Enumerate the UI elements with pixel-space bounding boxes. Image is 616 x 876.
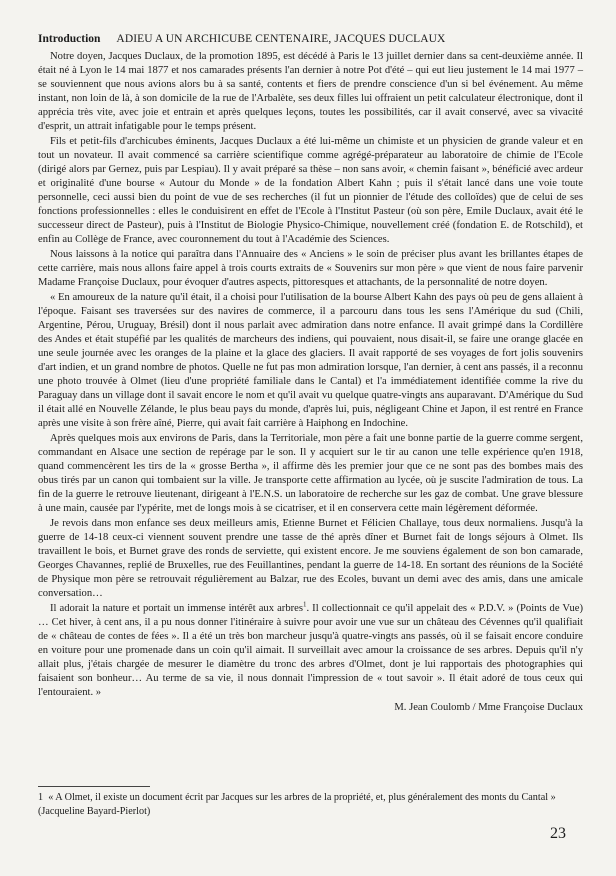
- paragraph: Je revois dans mon enfance ses deux meilleurs amis, Etienne Burnet et Félicien Challaye, tous deux normaliens. Jusqu'à la guerre de 14-18 ceux-ci viennent souvent prendre une tasse de thé après dîner et Burnet fait de longs séjours à Olmet. Ils travaillent le bois, et Burnet grave des ronds de serviette, qui existent encore. Je me souviens également de son bon camarade, Georges Chavannes, replié de Bruxelles, rue des Feuillantines, pendant la guerre de 14-18. En sortant des réunions de la Société de Physique mon père se retrouvait régulièrement au Balzar, rue des Ecoles, buvant un demi avec des amis, dans une amicale conversation…: [38, 518, 583, 599]
- footnote: [38, 791, 583, 818]
- paragraph: Après quelques mois aux environs de Paris, dans la Territoriale, mon père a fait une bonne partie de la guerre comme sergent, commandant en Alsace une section de repérage par le son. Il y acquiert sur le tir au canon une telle expérience qu'en 1918, quand commencèrent les tirs de la « grosse Bertha », il affirme dès les premier jour que ce ne sont pas des bombes mais des obus tirés par un canon qui tombaient sur la ville. Je transporte cette affirmation au lycée, où je suscite l'admiration de tous. La fin de la guerre le retrouve lieutenant, dirigeant à l'E.N.S. un laboratoire de recherche sur les gaz de combat. Une grave blessure à une main, causée par l'ypérite, met de longs mois à se cicatriser, et il en conservera cette main légèrement déformée.: [38, 433, 583, 514]
- paragraph: « En amoureux de la nature qu'il était, il a choisi pour l'utilisation de la bourse Albert Kahn des pays où peu de gens allaient à l'époque. Faisant ses traversées sur des navires de commerce, il a parcouru dans tous les sens l'Amérique du sud (Chili, Argentine, Pérou, Uruguay, Brésil) dont il nous parlait avec admiration dans notre enfance. Il avait grimpé dans la Cordillère des Andes et était stupéfié par les qualités de marcheurs des indiens, qui pouvaient, nous disait-il, se faire une orange glacée en une seule journée avec les oranges de la plaine et la glace des glaciers. Il avait rapporté de ses voyages de fort jolis souvenirs d'art indien, et un grand nombre de photos. Quelle ne fut pas mon admiration lorsque, l'an dernier, à cent ans passés, il a reconnu une photo trouvée à Olmet (lieu d'une propriété familiale dans le Cantal) et l'a immédiatement identifiée comme la rive du Paraguay dans un village dont il savait encore le nom et qu'il avait vu quelque quatre-vingts ans auparavant. D'Amérique du Sud il était allé en Nouvelle Zélande, le plus beau pays du monde, d'après lui, puis, négligeant Chine et Japon, il est rentré en France après une visite à son frère aîné, Pierre, qui avait fait carrière à Haiphong en Indochine.: [38, 292, 583, 429]
- article-body: [38, 50, 583, 715]
- footnote-marker: 1: [302, 600, 307, 609]
- page-number: 23: [550, 825, 566, 842]
- footnote-number: 1: [38, 792, 44, 803]
- paragraph-text: Il adorait la nature et portait un immense intérêt aux arbres: [50, 603, 303, 614]
- paragraph: [38, 602, 583, 700]
- signature: M. Jean Coulomb / Mme Françoise Duclaux: [394, 702, 583, 713]
- paragraph-text: « P.D.V. » (Points de Vue) … Cet hiver, à cent ans, il a pu nous donner l'itinéraire à suivre pour avoir une vue sur un château des Cévennes qu'il qualifiait de « château de contes de fées ». Il a été un très bon marcheur jusqu'à quatre-vingts ans passés, où il se faisait encore conduire en voiture pour une promenade dans un coin qu'il aimait. Il surveillait avec amour la croissance de ses arbres. Depuis qu'il n'y allait plus, j'étais chargée de mesurer le diamètre du tronc des arbres d'Olmet, dont je lui rapportais des photographies qui faisaient son bonheur… Au terme de sa vie, il nous donnait l'impression de « tout savoir ». Il était adoré de tous ceux qui l'entouraient. »: [38, 603, 583, 698]
- footnote-text: « A Olmet, il existe un document écrit par Jacques sur les arbres de la propriété, et, plus généralement des monts du Cantal » (Jacqueline Bayard-Pierlot): [38, 792, 556, 817]
- section-label: Introduction: [38, 33, 101, 45]
- paragraph: Notre doyen, Jacques Duclaux, de la promotion 1895, est décédé à Paris le 13 juillet dernier dans sa cent-deuxième année. Il était né à Lyon le 14 mai 1877 et nos camarades présents l'an dernier à notre Pot d'été – qui eut lieu justement le 14 mai 1977 – se souviennent que nous avions alors bu à sa santé, contents et fiers de prendre conscience d'un si bel événement. Au même instant, non loin de là, à son domicile de la rue de l'Arbalète, ses deux filles lui offraient un petit calculateur électronique, dont il apprécia très vite, avec joie et entrain et après quelques leçons, toutes les possibilités, car il avait conservé, avec sa vivacité d'esprit, un attrait infatigable pour le temps présent.: [38, 51, 583, 132]
- header: [38, 29, 594, 45]
- article-title: ADIEU A UN ARCHICUBE CENTENAIRE, JACQUES DUCLAUX: [116, 33, 446, 45]
- footnote-divider: [38, 786, 150, 787]
- paragraph: Nous laissons à la notice qui paraîtra dans l'Annuaire des « Anciens » le soin de préciser plus avant les brillantes étapes de cette carrière, mais nous allons faire appel à trois courts extraits de « Souvenirs sur mon père » que vient de nous faire parvenir Madame Françoise Duclaux, pour évoquer d'autres aspects, pittoresques et attachants, de la personnalité de notre doyen.: [38, 249, 583, 288]
- paragraph-text: . Il collectionnait ce qu'il appelait des: [306, 603, 468, 614]
- paragraph: Fils et petit-fils d'archicubes éminents, Jacques Duclaux a été lui-même un chimiste et un physicien de grande valeur et en tout un novateur. Il avait commencé sa carrière scientifique comme agrégé-préparateur au laboratoire de chimie de l'Ecole (dirigé alors par Gernez, puis par Lespiau). Il y avait préparé sa thèse – non sans avoir, « chemin faisant », bénéficié avec ardeur et originalité d'une bourse « Autour du Monde » de la fondation Albert Kahn ; puis il s'était lancé dans une voie toute personnelle, ceci aussi bien du point de vue de ses recherches (il fut un pionnier de l'étude des colloïdes) que de celui de ses fonctions professionnelles : elles le conduisirent en effet de l'Ecole à l'Institut Pasteur (où son père, Emile Duclaux, avait été le successeur direct de Pasteur), puis à l'Institut de Biologie Physico-Chimique, nouvellement créé (fondation E. de Rotschild), et enfin au Collège de France, avec couronnement du tout à l'Académie des Sciences.: [38, 136, 583, 245]
